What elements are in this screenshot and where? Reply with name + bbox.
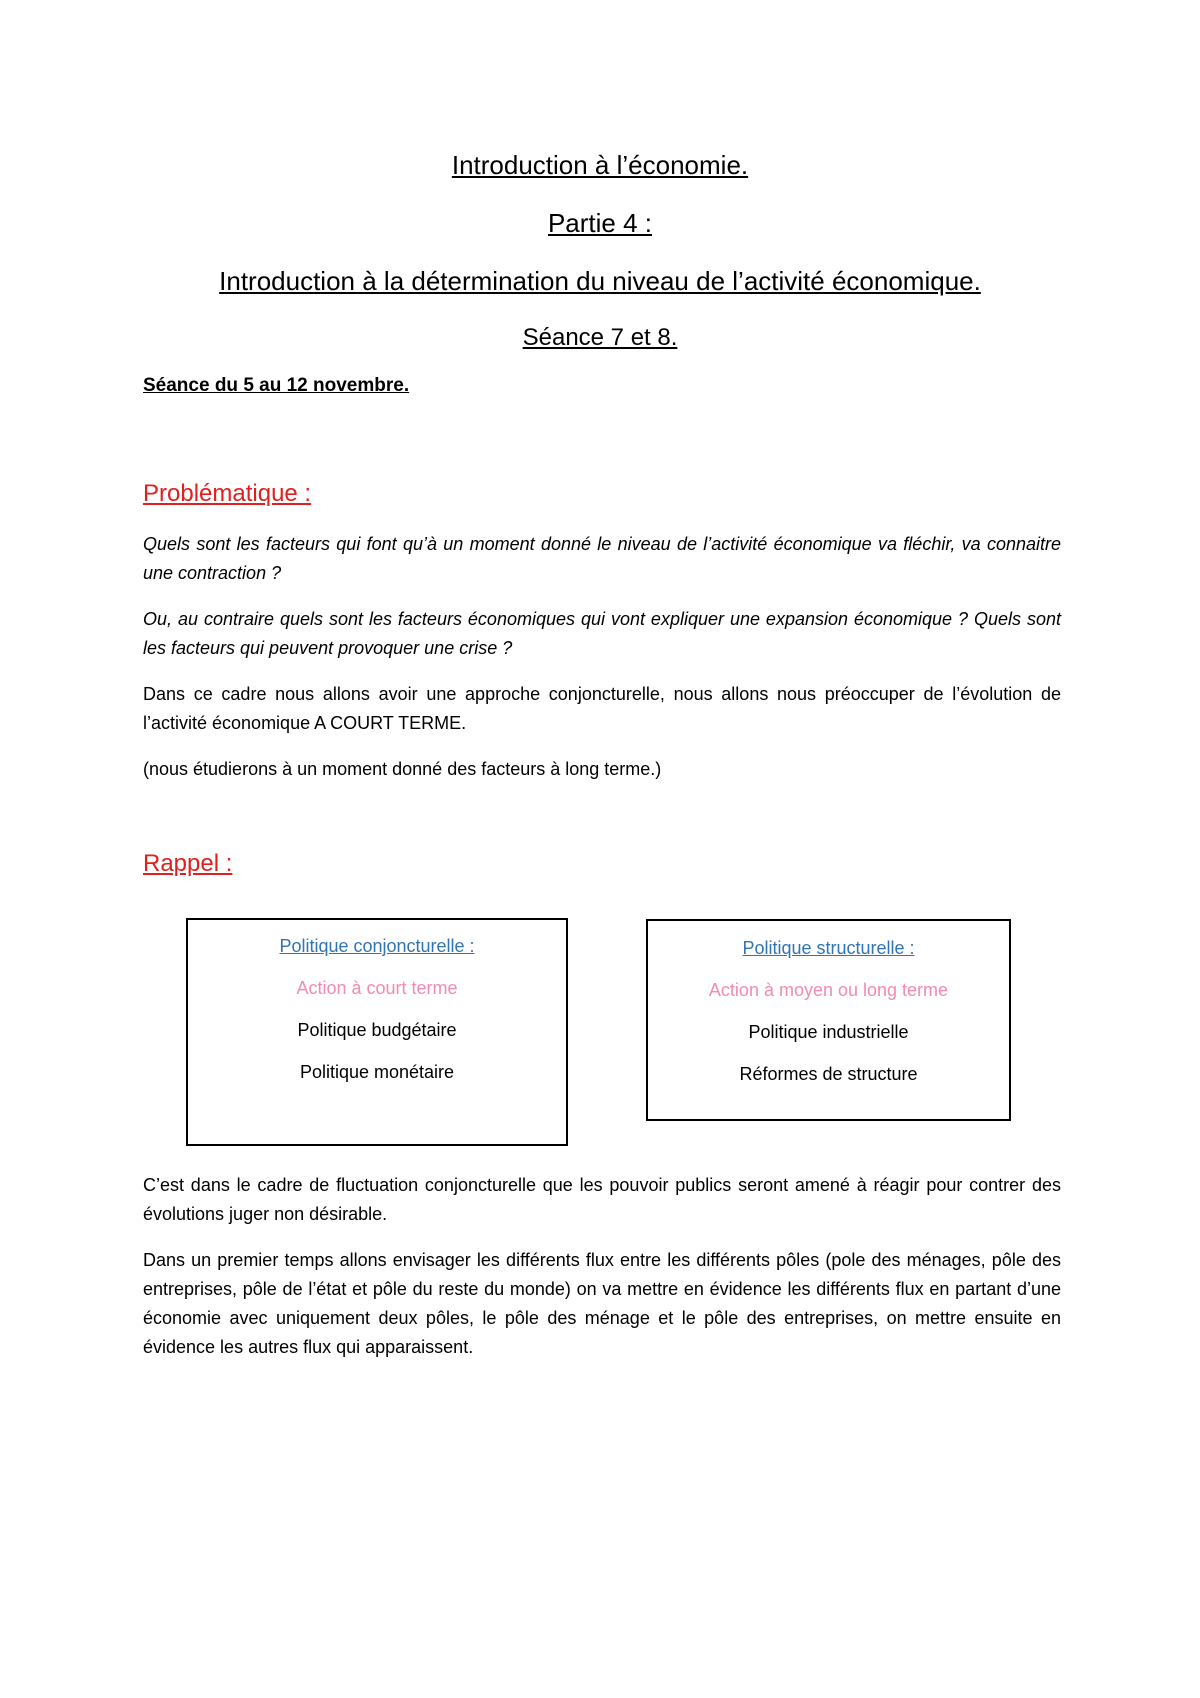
long-term-note: (nous étudierons à un moment donné des facteurs à long terme.)	[143, 759, 662, 779]
document-title: Introduction à l’économie.	[451, 150, 749, 180]
problematique-question-1: Quels sont les facteurs qui font qu’à un moment donné le niveau de l’activité économique va fléchir, va connaitre une contraction ?	[143, 534, 1061, 583]
part-title: Partie 4 :	[547, 208, 653, 238]
conjoncturelle-item-budget: Politique budgétaire	[297, 1020, 457, 1040]
structurelle-item-industrial: Politique industrielle	[748, 1022, 909, 1042]
problematique-heading: Problématique :	[143, 480, 312, 507]
rappel-heading: Rappel :	[143, 850, 233, 877]
structurelle-item-reforms: Réformes de structure	[739, 1064, 918, 1084]
structurelle-box-title: Politique structurelle :	[742, 938, 915, 958]
problematique-question-2: Ou, au contraire quels sont les facteurs économiques qui vont expliquer une expansion économique ? Quels sont les facteurs qui peuvent provoquer une crise ?	[143, 609, 1061, 658]
approach-paragraph: Dans ce cadre nous allons avoir une approche conjoncturelle, nous allons nous préoccuper de l’évolution de l’activité économique A COURT TERME.	[143, 684, 1061, 733]
structurelle-box	[646, 919, 1011, 1121]
conjoncturelle-item-monetary: Politique monétaire	[299, 1062, 455, 1082]
conjoncturelle-box-title: Politique conjoncturelle :	[279, 936, 475, 956]
conjoncturelle-box-subtitle: Action à court terme	[296, 978, 458, 998]
fluctuation-paragraph: C’est dans le cadre de fluctuation conjoncturelle que les pouvoir publics seront amené à réagir pour contrer des évolutions juger non désirable.	[143, 1175, 1061, 1224]
flux-paragraph: Dans un premier temps allons envisager les différents flux entre les différents pôles (pole des ménages, pôle des entreprises, pôle de l’état et pôle du reste du monde) on va mettre en évidence les différents flux en partant d’une économie avec uniquement deux pôles, le pôle des ménage et le pôle des entreprises, on mettre ensuite en évidence les autres flux qui apparaissent.	[143, 1250, 1061, 1357]
structurelle-box-subtitle: Action à moyen ou long terme	[708, 980, 949, 1000]
session-date: Séance du 5 au 12 novembre.	[143, 375, 410, 396]
conjoncturelle-box	[186, 918, 568, 1146]
session-title: Séance 7 et 8.	[522, 324, 678, 351]
chapter-title: Introduction à la détermination du niveau de l’activité économique.	[219, 266, 981, 296]
